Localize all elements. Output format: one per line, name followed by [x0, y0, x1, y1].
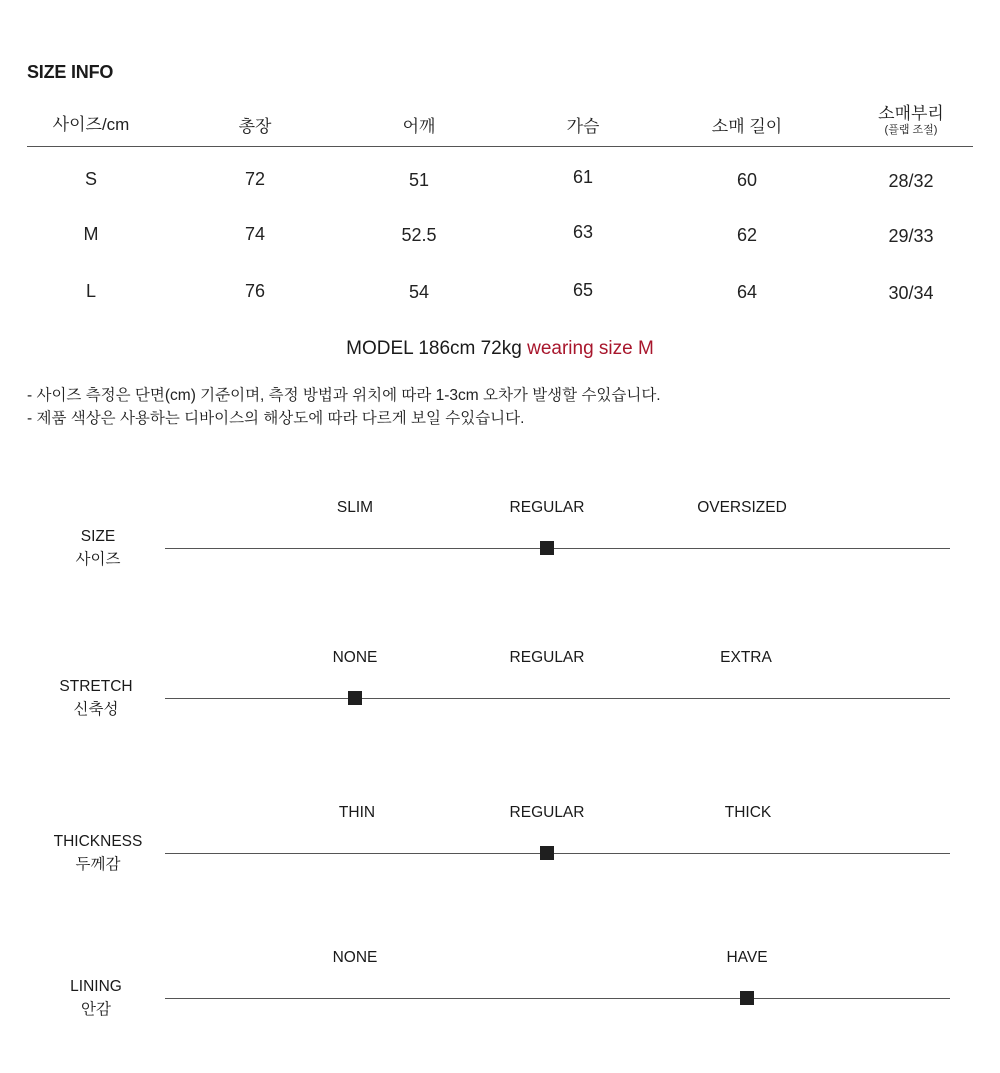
fit-scale-name-en: STRETCH — [59, 678, 133, 695]
fit-scale-name — [16, 675, 176, 721]
table-cell: 60 — [736, 170, 758, 190]
fit-option-label: THIN — [338, 804, 376, 821]
table-cell: 62 — [736, 225, 758, 245]
header-chest: 가슴 — [566, 117, 600, 136]
table-divider — [27, 146, 973, 147]
header-length: 총장 — [238, 117, 272, 136]
page-title: SIZE INFO — [27, 62, 114, 82]
header-size: 사이즈/cm — [52, 115, 130, 134]
fit-option-label: REGULAR — [509, 649, 585, 666]
table-cell: 30/34 — [888, 283, 934, 303]
fit-scale-name-ko: 두께감 — [75, 856, 121, 873]
fit-scale-name — [16, 975, 176, 1021]
table-cell: 51 — [408, 170, 430, 190]
fit-scale-name-ko: 사이즈 — [75, 551, 121, 568]
table-cell: 64 — [736, 282, 758, 302]
note-color: - 제품 색상은 사용하는 디바이스의 해상도에 따라 다르게 보일 수있습니다. — [27, 410, 525, 427]
fit-option-label: SLIM — [336, 499, 374, 516]
table-cell: 29/33 — [888, 226, 934, 246]
fit-marker — [348, 691, 362, 705]
table-cell: 54 — [408, 282, 430, 302]
fit-scale-name-ko: 안감 — [81, 1001, 111, 1018]
fit-scale-name-ko: 신축성 — [73, 701, 119, 718]
fit-scale-line — [165, 853, 950, 854]
fit-scale-line — [165, 548, 950, 549]
fit-option-label: OVERSIZED — [697, 499, 787, 516]
fit-scale-line — [165, 998, 950, 999]
fit-option-label: EXTRA — [720, 649, 772, 666]
header-shoulder: 어깨 — [402, 117, 436, 136]
fit-scale-name-en: THICKNESS — [53, 833, 143, 850]
fit-scale-name-en: LINING — [70, 978, 122, 995]
note-measurement: - 사이즈 측정은 단면(cm) 기준이며, 측정 방법과 위치에 따라 1-3cm 오차가 발생할 수있습니다. — [27, 387, 661, 404]
header-cuff-label: 소매부리 — [878, 104, 944, 123]
fit-scale-line — [165, 698, 950, 699]
table-cell: 63 — [572, 222, 594, 242]
table-cell: M — [83, 224, 99, 244]
fit-scale-name — [18, 525, 178, 571]
fit-marker — [540, 541, 554, 555]
table-cell: 74 — [244, 224, 266, 244]
fit-option-label: NONE — [332, 649, 378, 666]
model-info — [0, 338, 1000, 360]
fit-scale-name-en: SIZE — [80, 528, 116, 545]
table-cell: 72 — [244, 169, 266, 189]
header-cuff — [831, 105, 991, 139]
table-cell: S — [84, 169, 97, 189]
table-cell: 76 — [244, 281, 266, 301]
fit-scale-name — [18, 830, 178, 876]
fit-option-label: HAVE — [726, 949, 768, 966]
fit-marker — [540, 846, 554, 860]
table-cell: L — [85, 281, 96, 301]
model-size-highlight: wearing size M — [527, 338, 654, 359]
table-cell: 52.5 — [401, 225, 437, 245]
table-cell: 65 — [572, 280, 594, 300]
table-cell: 61 — [572, 167, 594, 187]
model-text: MODEL 186cm 72kg — [346, 338, 522, 359]
header-sleeve-length: 소매 길이 — [711, 117, 783, 136]
table-cell: 28/32 — [888, 171, 934, 191]
fit-option-label: NONE — [332, 949, 378, 966]
fit-option-label: REGULAR — [509, 804, 585, 821]
header-cuff-sub: (플랩 조절) — [884, 124, 938, 136]
fit-option-label: REGULAR — [509, 499, 585, 516]
fit-option-label: THICK — [724, 804, 772, 821]
fit-marker — [740, 991, 754, 1005]
